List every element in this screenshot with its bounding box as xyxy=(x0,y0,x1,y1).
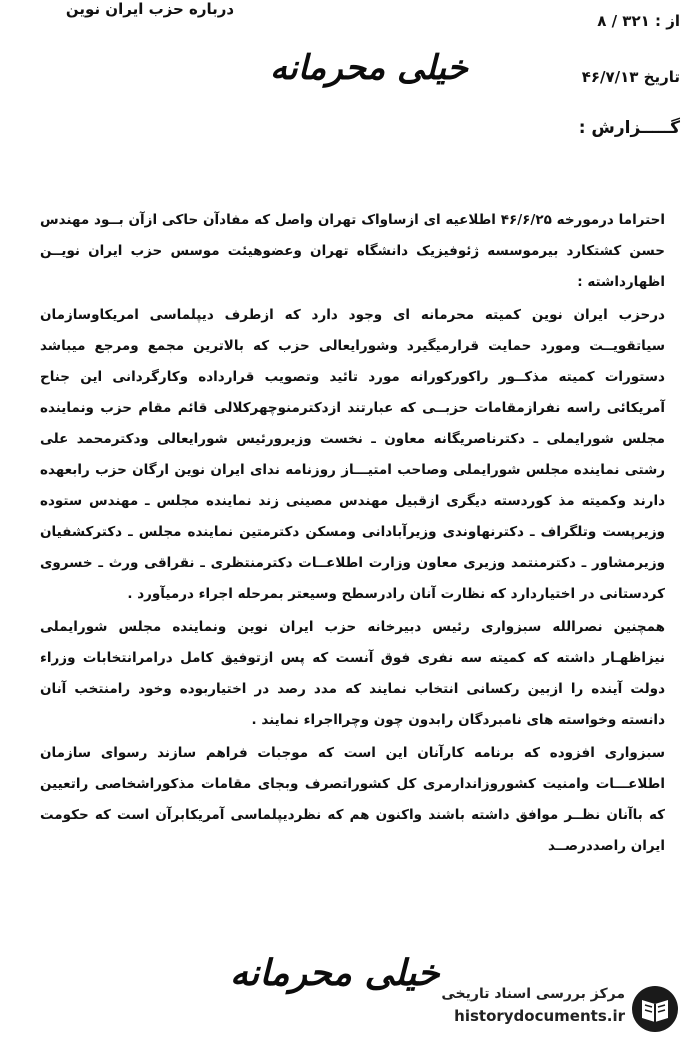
watermark-title: مرکز بررسی اسناد تاریخی xyxy=(441,986,625,1002)
classification-stamp-top: خیلی محرمانه xyxy=(270,48,468,88)
book-logo-icon xyxy=(630,984,680,1034)
paragraph-program: سبزواری افزوده که برنامه کارآنان این است که موجبات فراهم سازند رسوای سازمان اطلاعـــات وامنیت کشوروزاندارمری کل کشوراتصرف وبجای مقامات مذکوراشخاصی راتعیین که باآنان نظــر موافق داشته باشند واکنون هم که نظردیپلماسی آمریکابرآن است که حکومت ایران راصددرصــد xyxy=(40,745,665,854)
report-label: گـــــزارش : xyxy=(578,118,680,138)
document-date: تاریخ ۴۶/۷/۱۳ xyxy=(581,68,680,86)
subject-line: درباره حزب ایران نوین xyxy=(65,0,235,18)
classification-stamp-bottom: خیلی محرمانه xyxy=(230,952,440,994)
paragraph-committee: درحزب ایران نوین کمیته محرمانه ای وجود دارد که ازطرف دیپلماسی امریکاوسازمان سیاتقویــت ومورد حمایت قرارمیگیرد وشورایعالی حزب که بالاترین مجمع ومرجع میباشد دستورات کمیته مذکــور راکورکورانه مورد تائید وتصویب قرارداده وکارگردانی این جناح آمریکائی راسه نفرازمقامات حزبــی که عبارتند ازدکترمنوچهرکلالی قائم مقام حزب ونماینده مجلس شورایملی ـ دکترناصریگانه معاون ـ نخست وزیرورئیس شورایعالی ودکترمحمد علی رشتی نماینده مجلس شورایملی وصاحب امتیـــاز روزنامه ندای ایران نوین ارگان حزب رابعهده دارند وکمیته مذ کوردسته دیگری ازقبیل مهندس مصینی زند نماینده مجلس ـ مهندس ستوده وزیرپست وتلگراف ـ دکترنهاوندی وزیرآبادانی ومسکن دکترمتین نماینده مجلس ـ دکترکشفیان وزیرمشاور ـ دکترمنتمد وزیری معاون وزارت اطلاعــات دکترمنتظری ـ نقراقی ورث ـ خسروی کردستانی در اختیاردارد که نظارت آنان رادرسطح وسیعتر بمرحله اجراء درمیآورد . xyxy=(40,307,665,602)
paragraph-sabzevari: همچنین نصرالله سبزواری رئیس دبیرخانه حزب ایران نوین ونماینده مجلس شورایملی نیزاظهـار داشته که کمیته سه نفری فوق آنست که پس ازتوفیق کامل درامرانتخابات وزراء دولت آینده را ازبین رکسانی انتخاب نمایند که مدد رصد در اختیاربوده وخود رامنتخب آنان دانسته وخواسته های نامبردگان رابدون چون وچرااجراء نمایند . xyxy=(40,619,665,728)
paragraph-intro: احتراما درمورخه ۴۶/۶/۲۵ اطلاعیه ای ازساواک تهران واصل که مفادآن حاکی ازآن بــود مهندس حسن کشتکارد بیرموسسه ژئوفیزیک دانشگاه تهران وعضوهیئت موسس حزب ایران نویــن اظهارداشته : xyxy=(40,212,665,290)
watermark-url: historydocuments.ir xyxy=(454,1007,625,1025)
document-body xyxy=(40,205,665,864)
document-number: از : ۳۲۱ / ۸ xyxy=(597,12,680,30)
